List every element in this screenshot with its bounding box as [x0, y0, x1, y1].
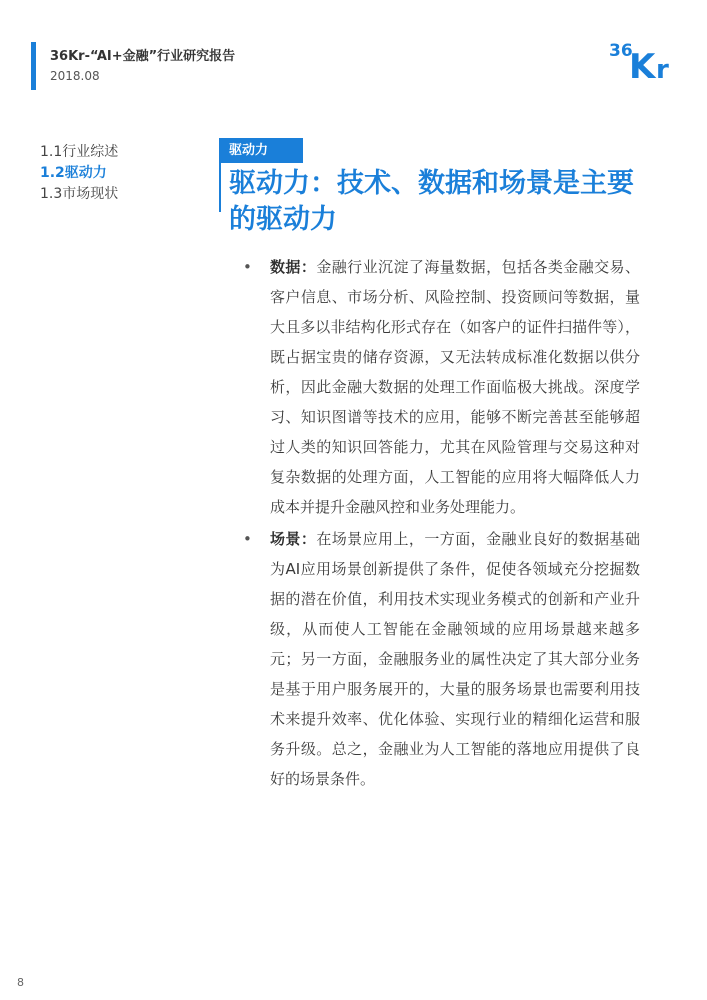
toc-item-industry-overview[interactable]: 1.1行业综述: [40, 144, 119, 160]
page-number: 8: [17, 976, 24, 989]
logo-36-text: 36: [609, 41, 633, 61]
table-of-contents: [40, 142, 118, 205]
section-title: 驱动力：技术、数据和场景是主要的驱动力: [229, 168, 634, 235]
36kr-logo: [608, 36, 680, 80]
logo-k-text: K: [629, 47, 656, 80]
bullet-list: [240, 252, 640, 796]
toc-item-driving-force[interactable]: 1.2驱动力: [40, 165, 107, 181]
toc-item-market-status[interactable]: 1.3市场现状: [40, 186, 119, 202]
logo-r-text: r: [656, 55, 669, 80]
header-accent-bar: [31, 42, 36, 90]
section-tag: 驱动力: [221, 138, 303, 163]
bullet-label: 场景：: [270, 530, 317, 548]
36kr-logo-icon: [608, 36, 680, 80]
bullet-text: 在场景应用上，一方面，金融业良好的数据基础为AI应用场景创新提供了条件，促使各领域充分挖掘数据的潜在价值，利用技术实现业务模式的创新和产业升级，从而使人工智能在金融领域的应用场景越来越多元；另一方面，金融服务业的属性决定了其大部分业务是基于用户服务展开的，大量的服务场景也需要利用技术来提升效率、优化体验、实现行业的精细化运营和服务升级。总之，金融业为人工智能的落地应用提供了良好的场景条件。: [270, 530, 640, 788]
bullet-scene: [240, 524, 640, 794]
report-date: 2018.08: [50, 69, 100, 83]
bullet-text: 金融行业沉淀了海量数据，包括各类金融交易、客户信息、市场分析、风险控制、投资顾问等数据，量大且多以非结构化形式存在（如客户的证件扫描件等），既占据宝贵的储存资源，又无法转成标准化数据以供分析，因此金融大数据的处理工作面临极大挑战。深度学习、知识图谱等技术的应用，能够不断完善甚至能够超过人类的知识回答能力，尤其在风险管理与交易这种对复杂数据的处理方面，人工智能的应用将大幅降低人力成本并提升金融风控和业务处理能力。: [270, 258, 640, 516]
bullet-data: [240, 252, 640, 522]
bullet-label: 数据：: [270, 258, 317, 276]
bullet-dot-icon: •: [243, 530, 252, 548]
bullet-dot-icon: •: [243, 258, 252, 276]
report-title: 36Kr-“AI+金融”行业研究报告: [50, 49, 236, 64]
